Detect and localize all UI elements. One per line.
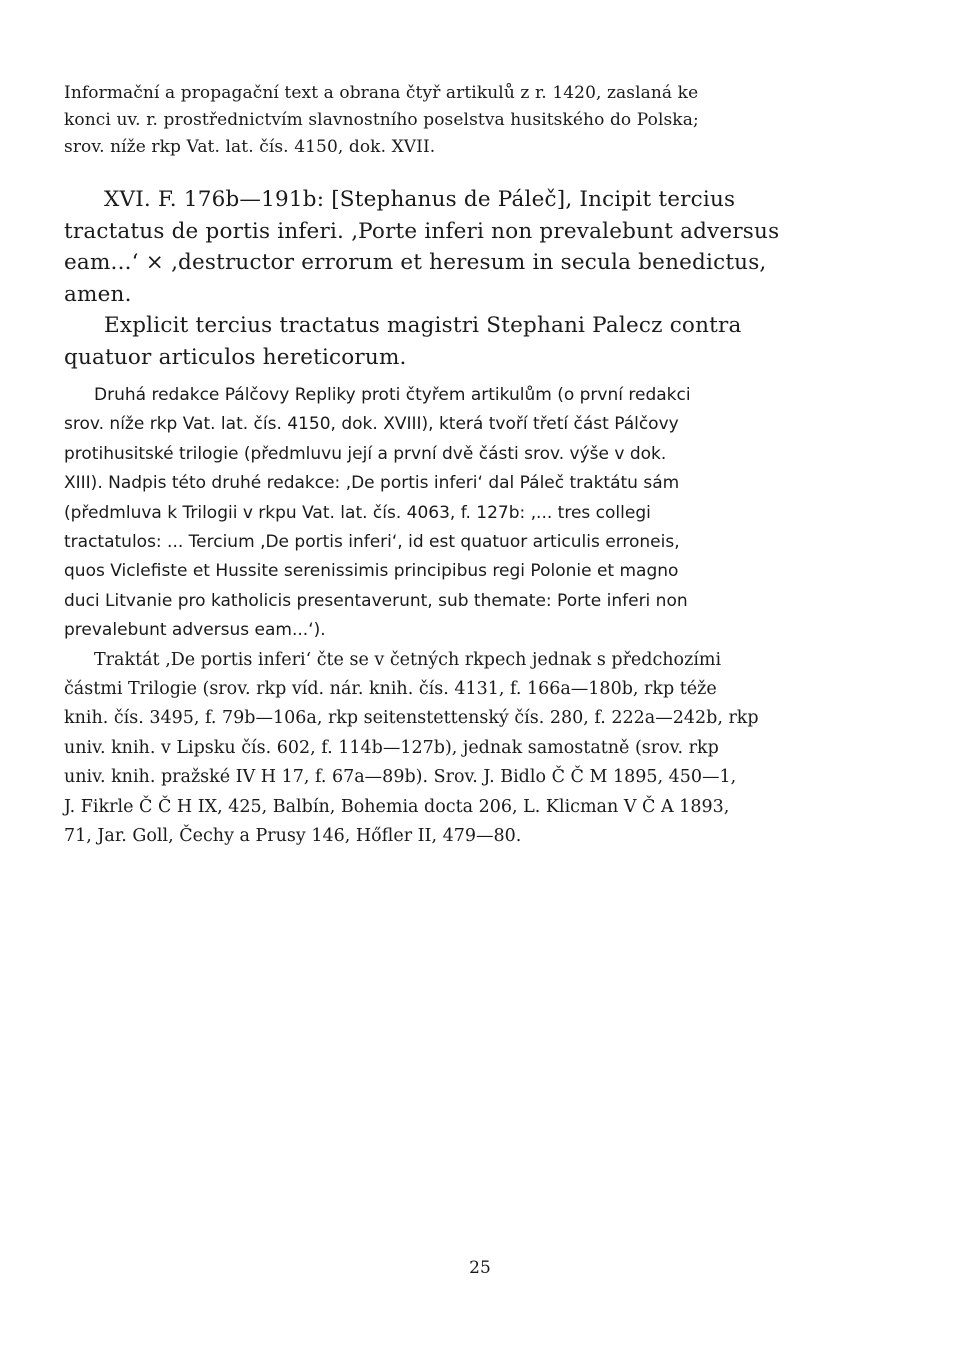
manuscript-entry: [64, 184, 882, 373]
notes-line: srov. níže rkp Vat. lat. čís. 4150, dok. XVIII), která tvoří třetí část Pálčovy: [64, 414, 679, 435]
intro-line: Informační a propagační text a obrana čtyř artikulů z r. 1420, zaslaná ke: [64, 83, 699, 103]
notes-line: XIII). Nadpis této druhé redakce: ‚De portis inferi‘ dal Páleč traktátu sám: [64, 473, 680, 494]
entry-line: Explicit tercius tractatus magistri Stephani Palecz contra: [104, 313, 742, 338]
notes-line: duci Litvanie pro katholicis presentaverunt, sub themate: Porte inferi non: [64, 590, 688, 611]
entry-line: quatuor articulos hereticorum.: [64, 344, 407, 370]
notes-line: Druhá redakce Pálčovy Repliky proti čtyřem artikulům (o první redakci: [94, 385, 691, 405]
notes-line: (předmluva k Trilogii v rkpu Vat. lat. čís. 4063, f. 127b: ‚... tres collegi: [64, 502, 651, 523]
notes-line: tractatulos: ... Tercium ‚De portis inferi‘, id est quatuor articulis erroneis,: [64, 532, 680, 553]
entry-line: amen.: [64, 281, 132, 307]
notes-serif-line: J. Fikrle Č Č H IX, 425, Balbín, Bohemia docta 206, L. Klicman V Č A 1893,: [64, 796, 730, 817]
notes-serif-line: univ. knih. v Lipsku čís. 602, f. 114b—127b), jednak samostatně (srov. rkp: [64, 737, 719, 758]
notes-line: protihusitské trilogie (předmluvu její a první dvě části srov. výše v dok.: [64, 443, 667, 464]
notes-serif-line: knih. čís. 3495, f. 79b—106a, rkp seitenstettenský čís. 280, f. 222a—242b, rkp: [64, 708, 759, 729]
intro-paragraph: [64, 80, 882, 161]
notes-serif-line: Traktát ‚De portis inferi‘ čte se v četných rkpech jednak s předchozími: [94, 649, 722, 670]
commentary-paragraph: [64, 381, 882, 852]
intro-line: konci uv. r. prostřednictvím slavnostního poselstva husitského do Polska;: [64, 110, 699, 130]
notes-line: prevalebunt adversus eam...‘).: [64, 620, 326, 641]
notes-serif-line: univ. knih. pražské IV H 17, f. 67a—89b). Srov. J. Bidlo Č Č M 1895, 450—1,: [64, 767, 737, 788]
entry-line: tractatus de portis inferi. ‚Porte inferi non prevalebunt adversus: [64, 218, 780, 244]
notes-serif-line: částmi Trilogie (srov. rkp víd. nár. knih. čís. 4131, f. 166a—180b, rkp téže: [64, 679, 717, 700]
notes-serif-line: 71, Jar. Goll, Čechy a Prusy 146, Hőfler II, 479—80.: [64, 826, 522, 847]
notes-line: quos Viclefiste et Hussite serenissimis principibus regi Polonie et magno: [64, 561, 679, 582]
entry-line: eam...‘ × ‚destructor errorum et heresum in secula benedictus,: [64, 250, 767, 275]
entry-line: XVI. F. 176b—191b: [Stephanus de Páleč], Incipit tercius: [104, 187, 736, 212]
intro-line: srov. níže rkp Vat. lat. čís. 4150, dok. XVII.: [64, 137, 436, 157]
page-number: 25: [469, 1258, 491, 1278]
